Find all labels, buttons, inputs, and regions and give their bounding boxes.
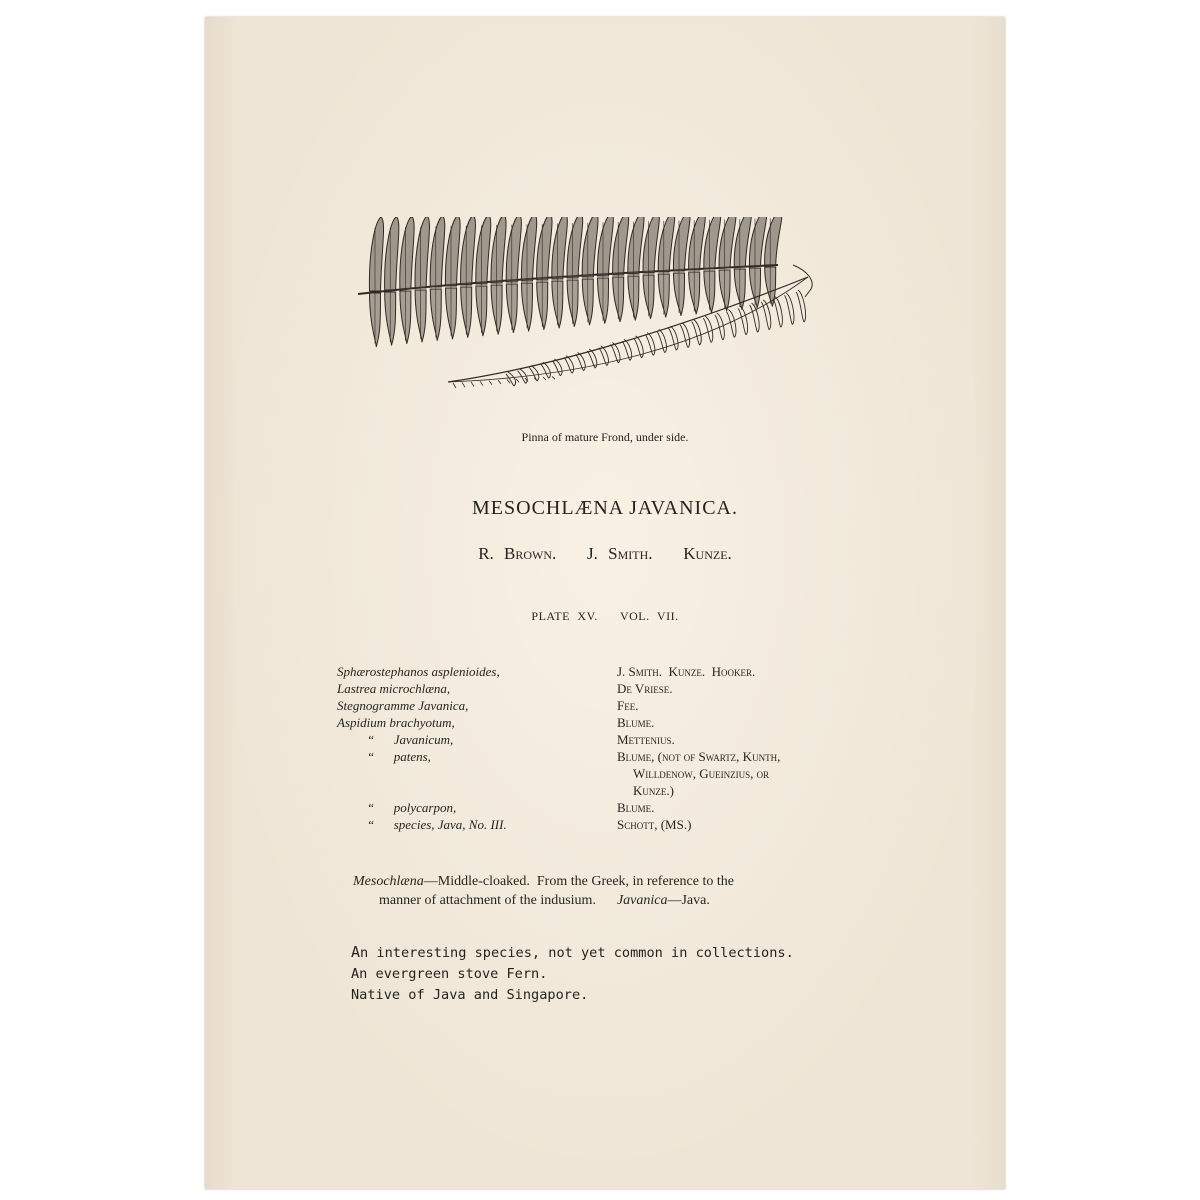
synonym-authority-continued: Willdenow, Gueinzius, or: [633, 766, 770, 781]
synonym-name: Sphærostephanos asplenioides,: [337, 664, 500, 679]
synonym-authority: Schott, (MS.): [617, 817, 692, 832]
synonym-name: “ species, Java, No. III.: [367, 817, 507, 832]
synonym-authority: Mettenius.: [617, 732, 675, 747]
synonym-name: Lastrea microchlæna,: [337, 681, 451, 696]
notes-block: [351, 942, 794, 1006]
synonym-row: [337, 799, 867, 816]
synonym-name: “ polycarpon,: [367, 800, 457, 815]
etymology-text: manner of attachment of the indusium.: [379, 893, 596, 908]
synonym-row: [337, 663, 867, 680]
note-line: An interesting species, not yet common in collections.: [351, 943, 794, 961]
synonym-name: Aspidium brachyotum,: [337, 715, 455, 730]
synonym-row: [337, 714, 867, 731]
authors-line: R. Brown. J. Smith. Kunze.: [478, 544, 732, 563]
synonym-authority: J. Smith. Kunze. Hooker.: [617, 664, 756, 679]
synonym-authority: Blume.: [617, 715, 655, 730]
note-line: Native of Java and Singapore.: [351, 987, 589, 1003]
note-line: An evergreen stove Fern.: [351, 966, 548, 982]
synonym-row: [337, 731, 867, 748]
book-page: [205, 17, 1005, 1189]
plate-reference: PLATE XV. VOL. VII.: [531, 609, 679, 623]
synonym-row: [337, 748, 867, 799]
illustration-caption: Pinna of mature Frond, under side.: [521, 430, 689, 444]
synonym-row: [337, 697, 867, 714]
synonym-authority: Blume, (not of Swartz, Kunth,: [617, 749, 781, 764]
synonym-authority: De Vriese.: [617, 681, 673, 696]
fern-pinna-illustration: [353, 217, 821, 407]
synonym-table: [337, 663, 867, 833]
page-title: MESOCHLÆNA JAVANICA.: [472, 497, 738, 519]
etymology-term: Javanica: [616, 893, 668, 908]
synonym-name: “ patens,: [367, 749, 431, 764]
synonym-authority: Fee.: [617, 698, 639, 713]
synonym-row: [337, 816, 867, 833]
synonym-authority-continued: Kunze.): [633, 783, 674, 798]
synonym-authority: Blume.: [617, 800, 655, 815]
etymology-paragraph: [353, 872, 823, 910]
synonym-name: Stegnogramme Javanica,: [337, 698, 469, 713]
synonym-name: “ Javanicum,: [367, 732, 454, 747]
synonym-authority-block: [617, 748, 867, 799]
synonym-row: [337, 680, 867, 697]
etymology-term: Mesochlæna: [353, 874, 424, 889]
etymology-line-2: [353, 891, 823, 910]
etymology-text: —Middle-cloaked. From the Greek, in reference to the: [423, 874, 734, 889]
etymology-text: —Java.: [667, 893, 710, 908]
